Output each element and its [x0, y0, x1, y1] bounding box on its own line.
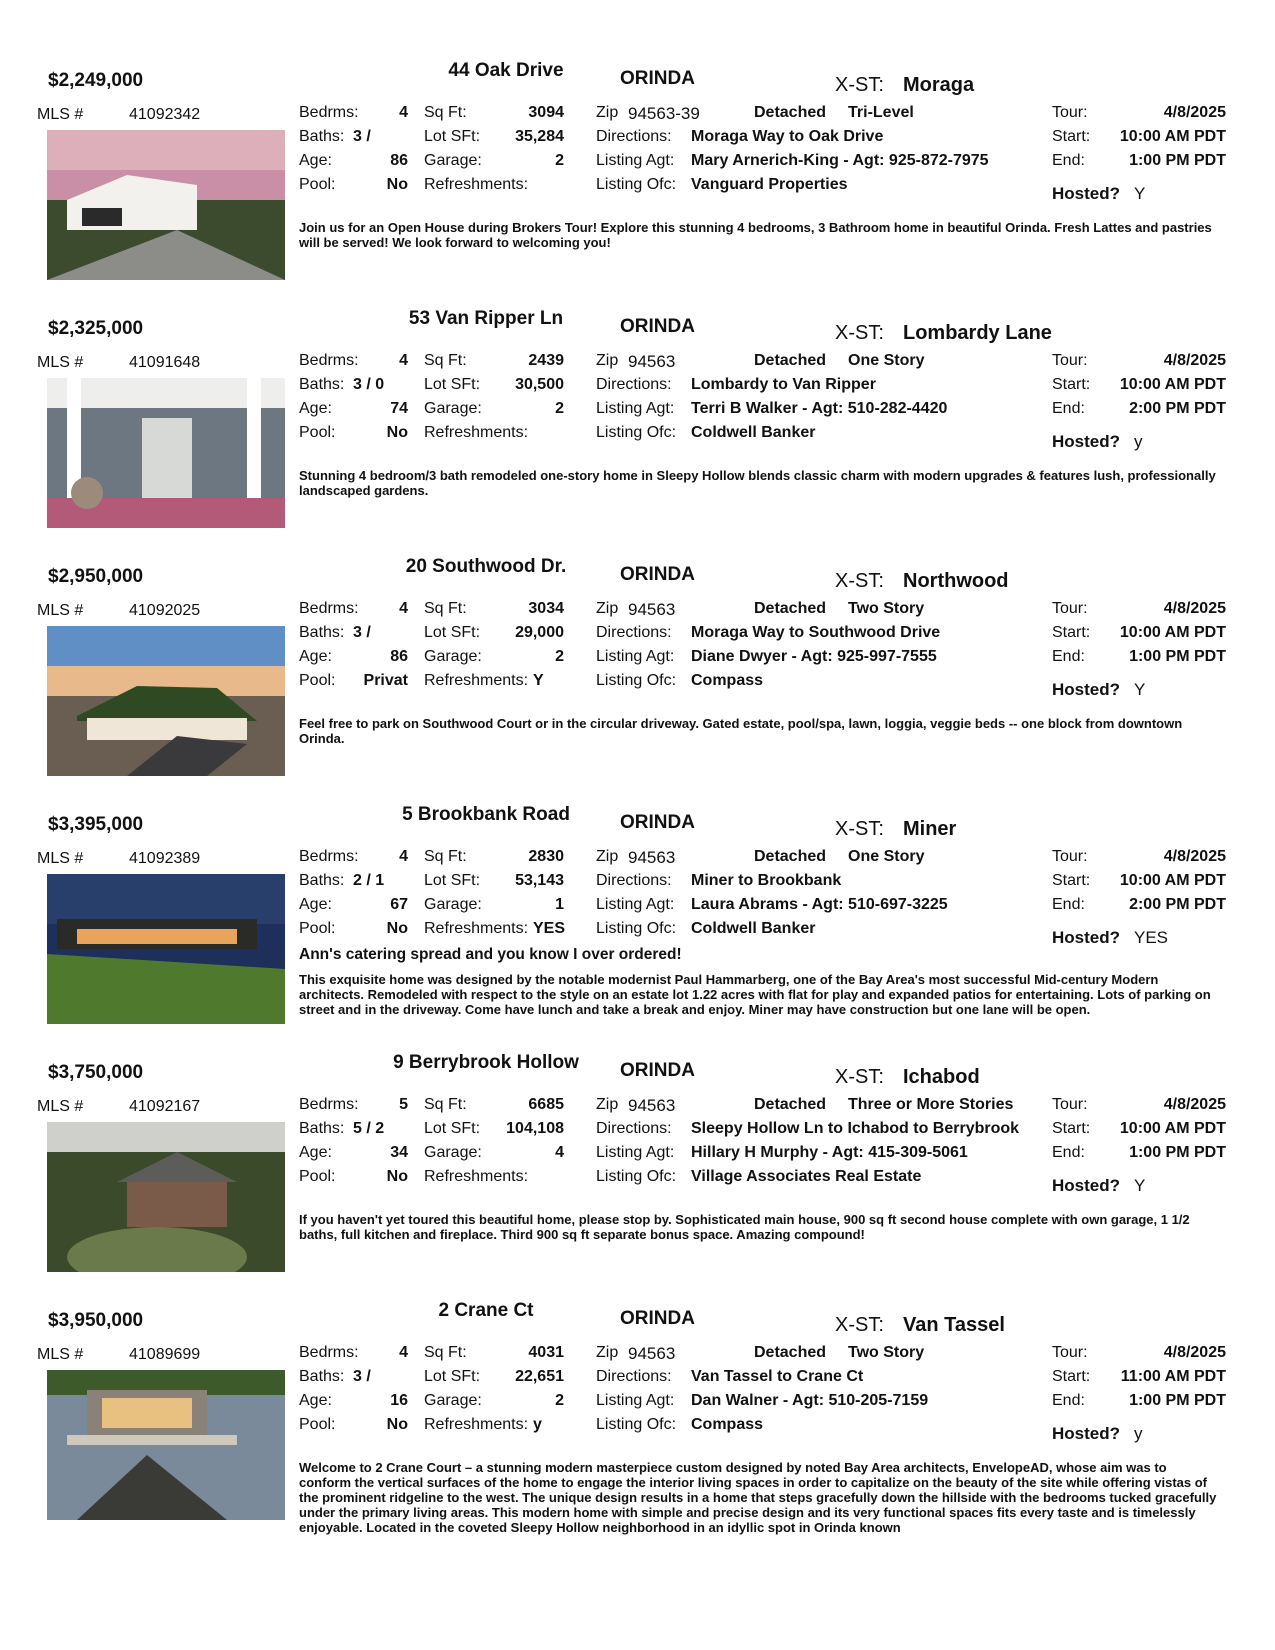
bedrooms: 4 [399, 600, 408, 617]
baths-label: Baths: [299, 128, 345, 145]
tour-date: 4/8/2025 [1163, 1344, 1226, 1361]
pool-label: Pool: [299, 672, 336, 689]
zip-label: Zip [596, 104, 619, 121]
photo-graphic [47, 378, 285, 528]
zip-label: Zip [596, 1344, 619, 1361]
listing-agent: Laura Abrams - Agt: 510-697-3225 [691, 896, 948, 913]
listing-address: 2 Crane Ct [438, 1300, 534, 1321]
age: 16 [390, 1392, 408, 1409]
directions-label: Directions: [596, 1120, 672, 1137]
listing-price: $2,325,000 [48, 318, 144, 339]
pool: No [386, 176, 408, 193]
agent-note: Ann's catering spread and you know I over ordered! [299, 946, 682, 963]
remarks: If you haven't yet toured this beautiful home, please stop by. Sophisticated main house, 900 sq ft second house complete with own garage, 1 1/2 baths, full kitchen and fireplace. Third 900 sq ft separate bonus space. Amazing compound! [299, 1212, 1190, 1242]
garage: 1 [555, 896, 564, 913]
zip-code: 94563 [628, 1096, 676, 1115]
property-style: One Story [848, 352, 925, 369]
refreshments: y [533, 1416, 542, 1433]
listing [0, 804, 1275, 1058]
garage: 2 [555, 648, 564, 665]
refreshments-label: Refreshments: [424, 1416, 529, 1433]
listing-address: 44 Oak Drive [448, 60, 564, 81]
cross-street: Ichabod [903, 1066, 980, 1088]
garage: 2 [555, 400, 564, 417]
property-photo [47, 626, 285, 776]
tour-label: Tour: [1052, 600, 1088, 617]
hosted-label: Hosted? [1052, 1176, 1120, 1195]
garage: 4 [555, 1144, 564, 1161]
bedrooms: 5 [399, 1096, 408, 1113]
age-label: Age: [299, 152, 332, 169]
age: 34 [390, 1144, 408, 1161]
bedrooms: 4 [399, 1344, 408, 1361]
listing-address: 5 Brookbank Road [402, 804, 570, 825]
listing-office-label: Listing Ofc: [596, 1416, 677, 1433]
listing-address: 53 Van Ripper Ln [408, 308, 564, 329]
sqft: 3034 [528, 600, 564, 617]
cross-street-label: X-ST: [835, 570, 884, 592]
directions: Van Tassel to Crane Ct [691, 1368, 864, 1385]
listing-agent-label: Listing Agt: [596, 400, 675, 417]
tour-date: 4/8/2025 [1163, 104, 1226, 121]
cross-street-label: X-ST: [835, 322, 884, 344]
listing-city: ORINDA [620, 812, 695, 833]
garage-label: Garage: [424, 152, 482, 169]
listing-agent: Mary Arnerich-King - Agt: 925-872-7975 [691, 152, 989, 169]
cross-street-label: X-ST: [835, 818, 884, 840]
listing [0, 556, 1275, 810]
sqft: 2830 [528, 848, 564, 865]
listing-city: ORINDA [620, 564, 695, 585]
age-label: Age: [299, 648, 332, 665]
baths: 3 / [353, 128, 371, 145]
bedrooms: 4 [399, 352, 408, 369]
property-style: Two Story [848, 600, 925, 617]
start-time: 10:00 AM PDT [1119, 128, 1226, 145]
hosted-label: Hosted? [1052, 680, 1120, 699]
mls-label: MLS # [37, 850, 84, 867]
listing-agent-label: Listing Agt: [596, 152, 675, 169]
cross-street: Miner [903, 818, 957, 840]
remarks: Welcome to 2 Crane Court – a stunning modern masterpiece custom designed by noted Bay Area architects, EnvelopeAD, whose aim was to conform the vertical surfaces of the home to engage the interior living spaces in order to capitalize on the beauty of the site while offering vistas of the prominent ridgeline to the west. The unique design results in a home that steps gracefully down the hillside with the bedrooms tucked gracefully under the primary living areas. This modern home with simple and precise design and its very functional spaces fits every taste and is timelessly enjoyable. Located in the coveted Sleepy Hollow neighborhood in an idyllic spot in Orinda known [299, 1460, 1217, 1535]
garage: 2 [555, 1392, 564, 1409]
age-label: Age: [299, 896, 332, 913]
end-time: 1:00 PM PDT [1129, 1392, 1226, 1409]
pool-label: Pool: [299, 920, 336, 937]
mls-number: 41092025 [129, 602, 201, 619]
listing-address: 20 Southwood Dr. [405, 556, 567, 577]
listing-agent-label: Listing Agt: [596, 648, 675, 665]
age: 86 [390, 152, 408, 169]
end-label: End: [1052, 152, 1085, 169]
listing-city: ORINDA [620, 1308, 695, 1329]
zip-code: 94563 [628, 848, 676, 867]
baths-label: Baths: [299, 1120, 345, 1137]
listing-price: $3,950,000 [48, 1310, 144, 1331]
listing-office-label: Listing Ofc: [596, 176, 677, 193]
property-photo [47, 1122, 285, 1272]
pool-label: Pool: [299, 176, 336, 193]
tour-label: Tour: [1052, 352, 1088, 369]
hosted-label: Hosted? [1052, 928, 1120, 947]
hosted: y [1134, 1424, 1143, 1443]
bedrooms: 4 [399, 104, 408, 121]
end-label: End: [1052, 648, 1085, 665]
zip-code: 94563 [628, 600, 676, 619]
listing-office: Compass [691, 672, 764, 689]
end-label: End: [1052, 1144, 1085, 1161]
listing-office-label: Listing Ofc: [596, 424, 677, 441]
garage-label: Garage: [424, 1144, 482, 1161]
bedrooms-label: Bedrms: [299, 848, 359, 865]
listing-office-label: Listing Ofc: [596, 920, 677, 937]
property-photo [47, 130, 285, 280]
pool-label: Pool: [299, 424, 336, 441]
baths-label: Baths: [299, 1368, 345, 1385]
age-label: Age: [299, 1144, 332, 1161]
cross-street: Lombardy Lane [903, 322, 1052, 344]
sqft-label: Sq Ft: [424, 1096, 467, 1113]
baths: 3 / [353, 624, 371, 641]
zip-code: 94563 [628, 1344, 676, 1363]
baths: 3 / [353, 1368, 371, 1385]
bedrooms-label: Bedrms: [299, 600, 359, 617]
listing-agent: Terri B Walker - Agt: 510-282-4420 [691, 400, 948, 417]
listing [0, 1300, 1275, 1554]
listing-address: 9 Berrybrook Hollow [393, 1052, 579, 1073]
zip-label: Zip [596, 1096, 619, 1113]
lot-sqft: 53,143 [515, 872, 564, 889]
end-label: End: [1052, 896, 1085, 913]
listing-agent-label: Listing Agt: [596, 1144, 675, 1161]
bedrooms-label: Bedrms: [299, 1344, 359, 1361]
lot-sqft-label: Lot SFt: [424, 624, 481, 641]
baths-label: Baths: [299, 872, 345, 889]
listing-price: $2,950,000 [48, 566, 144, 587]
listing-city: ORINDA [620, 1060, 695, 1081]
hosted: Y [1134, 680, 1146, 699]
hosted: Y [1134, 184, 1146, 203]
garage-label: Garage: [424, 400, 482, 417]
property-type: Detached [754, 600, 827, 617]
listing-agent-label: Listing Agt: [596, 896, 675, 913]
start-time: 11:00 AM PDT [1120, 1368, 1226, 1385]
start-label: Start: [1052, 376, 1091, 393]
tour-label: Tour: [1052, 848, 1088, 865]
sqft: 6685 [528, 1096, 564, 1113]
lot-sqft-label: Lot SFt: [424, 1368, 481, 1385]
tour-label: Tour: [1052, 1344, 1088, 1361]
pool: Privat [363, 672, 408, 689]
refreshments-label: Refreshments: [424, 1168, 529, 1185]
mls-label: MLS # [37, 602, 84, 619]
pool-label: Pool: [299, 1416, 336, 1433]
tour-date: 4/8/2025 [1163, 848, 1226, 865]
lot-sqft: 104,108 [506, 1120, 564, 1137]
refreshments-label: Refreshments: [424, 424, 529, 441]
remarks: Feel free to park on Southwood Court or in the circular driveway. Gated estate, pool/spa, lawn, loggia, veggie beds -- one block from downtown Orinda. [299, 716, 1183, 746]
mls-number: 41092342 [129, 106, 201, 123]
pool: No [386, 1168, 408, 1185]
cross-street: Van Tassel [903, 1314, 1005, 1336]
remarks: Join us for an Open House during Brokers Tour! Explore this stunning 4 bedrooms, 3 Bathroom home in beautiful Orinda. Fresh Lattes and pastries will be served! We look forward to welcoming you! [299, 220, 1212, 250]
photo-graphic [47, 1122, 285, 1272]
remarks: This exquisite home was designed by the notable modernist Paul Hammarberg, one of the Bay Area's most successful Mid-century Modern architects. Remodeled with respect to the style on an estate lot 1.22 acres with flat for play and expanded patios for entertaining. Lots of parking on street and in the driveway. Come have lunch and take a break and enjoy. Miner may have construction but one lane will be open. [299, 972, 1211, 1017]
mls-label: MLS # [37, 106, 84, 123]
end-label: End: [1052, 1392, 1085, 1409]
property-style: Tri-Level [848, 104, 914, 121]
mls-number: 41092167 [129, 1098, 201, 1115]
lot-sqft-label: Lot SFt: [424, 1120, 481, 1137]
bedrooms: 4 [399, 848, 408, 865]
pool: No [386, 1416, 408, 1433]
property-photo [47, 378, 285, 528]
age-label: Age: [299, 400, 332, 417]
refreshments-label: Refreshments: [424, 176, 529, 193]
end-time: 2:00 PM PDT [1129, 400, 1226, 417]
mls-number: 41092389 [129, 850, 201, 867]
directions-label: Directions: [596, 624, 672, 641]
sqft-label: Sq Ft: [424, 848, 467, 865]
end-time: 1:00 PM PDT [1129, 152, 1226, 169]
photo-graphic [47, 874, 285, 1024]
listing-office: Compass [691, 1416, 764, 1433]
lot-sqft-label: Lot SFt: [424, 376, 481, 393]
age: 67 [390, 896, 408, 913]
pool: No [386, 920, 408, 937]
lot-sqft: 22,651 [515, 1368, 564, 1385]
start-time: 10:00 AM PDT [1119, 376, 1226, 393]
property-type: Detached [754, 848, 827, 865]
directions: Moraga Way to Oak Drive [691, 128, 884, 145]
listing-office-label: Listing Ofc: [596, 672, 677, 689]
start-label: Start: [1052, 1120, 1091, 1137]
cross-street-label: X-ST: [835, 1066, 884, 1088]
lot-sqft: 29,000 [515, 624, 564, 641]
directions: Moraga Way to Southwood Drive [691, 624, 941, 641]
tour-label: Tour: [1052, 104, 1088, 121]
property-style: Two Story [848, 1344, 925, 1361]
baths-label: Baths: [299, 624, 345, 641]
lot-sqft-label: Lot SFt: [424, 872, 481, 889]
hosted-label: Hosted? [1052, 1424, 1120, 1443]
hosted: YES [1134, 928, 1169, 947]
listing-agent: Dan Walner - Agt: 510-205-7159 [691, 1392, 929, 1409]
listing-city: ORINDA [620, 316, 695, 337]
property-type: Detached [754, 352, 827, 369]
lot-sqft: 30,500 [515, 376, 564, 393]
sqft: 3094 [528, 104, 564, 121]
bedrooms-label: Bedrms: [299, 104, 359, 121]
mls-number: 41091648 [129, 354, 201, 371]
zip-code: 94563 [628, 352, 676, 371]
tour-label: Tour: [1052, 1096, 1088, 1113]
tour-date: 4/8/2025 [1163, 1096, 1226, 1113]
baths-label: Baths: [299, 376, 345, 393]
lot-sqft-label: Lot SFt: [424, 128, 481, 145]
sqft-label: Sq Ft: [424, 104, 467, 121]
photo-graphic [47, 130, 285, 280]
listing-office: Coldwell Banker [691, 920, 816, 937]
listing [0, 60, 1275, 314]
tour-date: 4/8/2025 [1163, 600, 1226, 617]
start-time: 10:00 AM PDT [1119, 624, 1226, 641]
pool-label: Pool: [299, 1168, 336, 1185]
hosted-label: Hosted? [1052, 432, 1120, 451]
age-label: Age: [299, 1392, 332, 1409]
listing-office: Coldwell Banker [691, 424, 816, 441]
sqft-label: Sq Ft: [424, 600, 467, 617]
directions-label: Directions: [596, 128, 672, 145]
end-time: 1:00 PM PDT [1129, 648, 1226, 665]
baths: 3 / 0 [353, 376, 385, 393]
property-photo [47, 874, 285, 1024]
listing-office: Vanguard Properties [691, 176, 848, 193]
mls-label: MLS # [37, 1346, 84, 1363]
zip-label: Zip [596, 352, 619, 369]
property-type: Detached [754, 1344, 827, 1361]
directions-label: Directions: [596, 872, 672, 889]
pool: No [386, 424, 408, 441]
garage: 2 [555, 152, 564, 169]
mls-number: 41089699 [129, 1346, 201, 1363]
photo-graphic [47, 626, 285, 776]
listing [0, 1052, 1275, 1306]
mls-label: MLS # [37, 1098, 84, 1115]
hosted: Y [1134, 1176, 1146, 1195]
listing-office: Village Associates Real Estate [691, 1168, 922, 1185]
bedrooms-label: Bedrms: [299, 1096, 359, 1113]
directions: Miner to Brookbank [691, 872, 842, 889]
refreshments-label: Refreshments: [424, 920, 529, 937]
lot-sqft: 35,284 [515, 128, 564, 145]
listing-price: $3,395,000 [48, 814, 144, 835]
start-label: Start: [1052, 872, 1091, 889]
listing-agent: Diane Dwyer - Agt: 925-997-7555 [691, 648, 937, 665]
cross-street-label: X-ST: [835, 1314, 884, 1336]
end-time: 1:00 PM PDT [1129, 1144, 1226, 1161]
zip-code: 94563-39 [628, 104, 700, 123]
property-style: One Story [848, 848, 925, 865]
baths: 5 / 2 [353, 1120, 385, 1137]
sqft: 2439 [528, 352, 564, 369]
listing-price: $3,750,000 [48, 1062, 144, 1083]
listing-price: $2,249,000 [48, 70, 144, 91]
hosted-label: Hosted? [1052, 184, 1120, 203]
mls-label: MLS # [37, 354, 84, 371]
remarks: Stunning 4 bedroom/3 bath remodeled one-story home in Sleepy Hollow blends classic charm with modern upgrades & features lush, professionally landscaped gardens. [299, 468, 1216, 498]
garage-label: Garage: [424, 1392, 482, 1409]
end-label: End: [1052, 400, 1085, 417]
refreshments-label: Refreshments: [424, 672, 529, 689]
start-label: Start: [1052, 624, 1091, 641]
sqft-label: Sq Ft: [424, 1344, 467, 1361]
garage-label: Garage: [424, 648, 482, 665]
start-label: Start: [1052, 128, 1091, 145]
listing-agent: Hillary H Murphy - Agt: 415-309-5061 [691, 1144, 968, 1161]
zip-label: Zip [596, 848, 619, 865]
start-time: 10:00 AM PDT [1119, 872, 1226, 889]
hosted: y [1134, 432, 1143, 451]
sqft-label: Sq Ft: [424, 352, 467, 369]
refreshments: Y [533, 672, 544, 689]
refreshments: YES [533, 920, 566, 937]
listing-city: ORINDA [620, 68, 695, 89]
property-type: Detached [754, 1096, 827, 1113]
tour-date: 4/8/2025 [1163, 352, 1226, 369]
directions-label: Directions: [596, 1368, 672, 1385]
garage-label: Garage: [424, 896, 482, 913]
listing-agent-label: Listing Agt: [596, 1392, 675, 1409]
property-photo [47, 1370, 285, 1520]
cross-street: Northwood [903, 570, 1009, 592]
start-time: 10:00 AM PDT [1119, 1120, 1226, 1137]
listing-office-label: Listing Ofc: [596, 1168, 677, 1185]
zip-label: Zip [596, 600, 619, 617]
directions-label: Directions: [596, 376, 672, 393]
cross-street: Moraga [903, 74, 975, 96]
photo-graphic [47, 1370, 285, 1520]
cross-street-label: X-ST: [835, 74, 884, 96]
end-time: 2:00 PM PDT [1129, 896, 1226, 913]
property-style: Three or More Stories [848, 1096, 1014, 1113]
age: 86 [390, 648, 408, 665]
bedrooms-label: Bedrms: [299, 352, 359, 369]
start-label: Start: [1052, 1368, 1091, 1385]
listing [0, 308, 1275, 562]
sqft: 4031 [528, 1344, 564, 1361]
property-type: Detached [754, 104, 827, 121]
directions: Sleepy Hollow Ln to Ichabod to Berrybrook [691, 1120, 1020, 1137]
directions: Lombardy to Van Ripper [691, 376, 876, 393]
baths: 2 / 1 [353, 872, 385, 889]
age: 74 [390, 400, 408, 417]
